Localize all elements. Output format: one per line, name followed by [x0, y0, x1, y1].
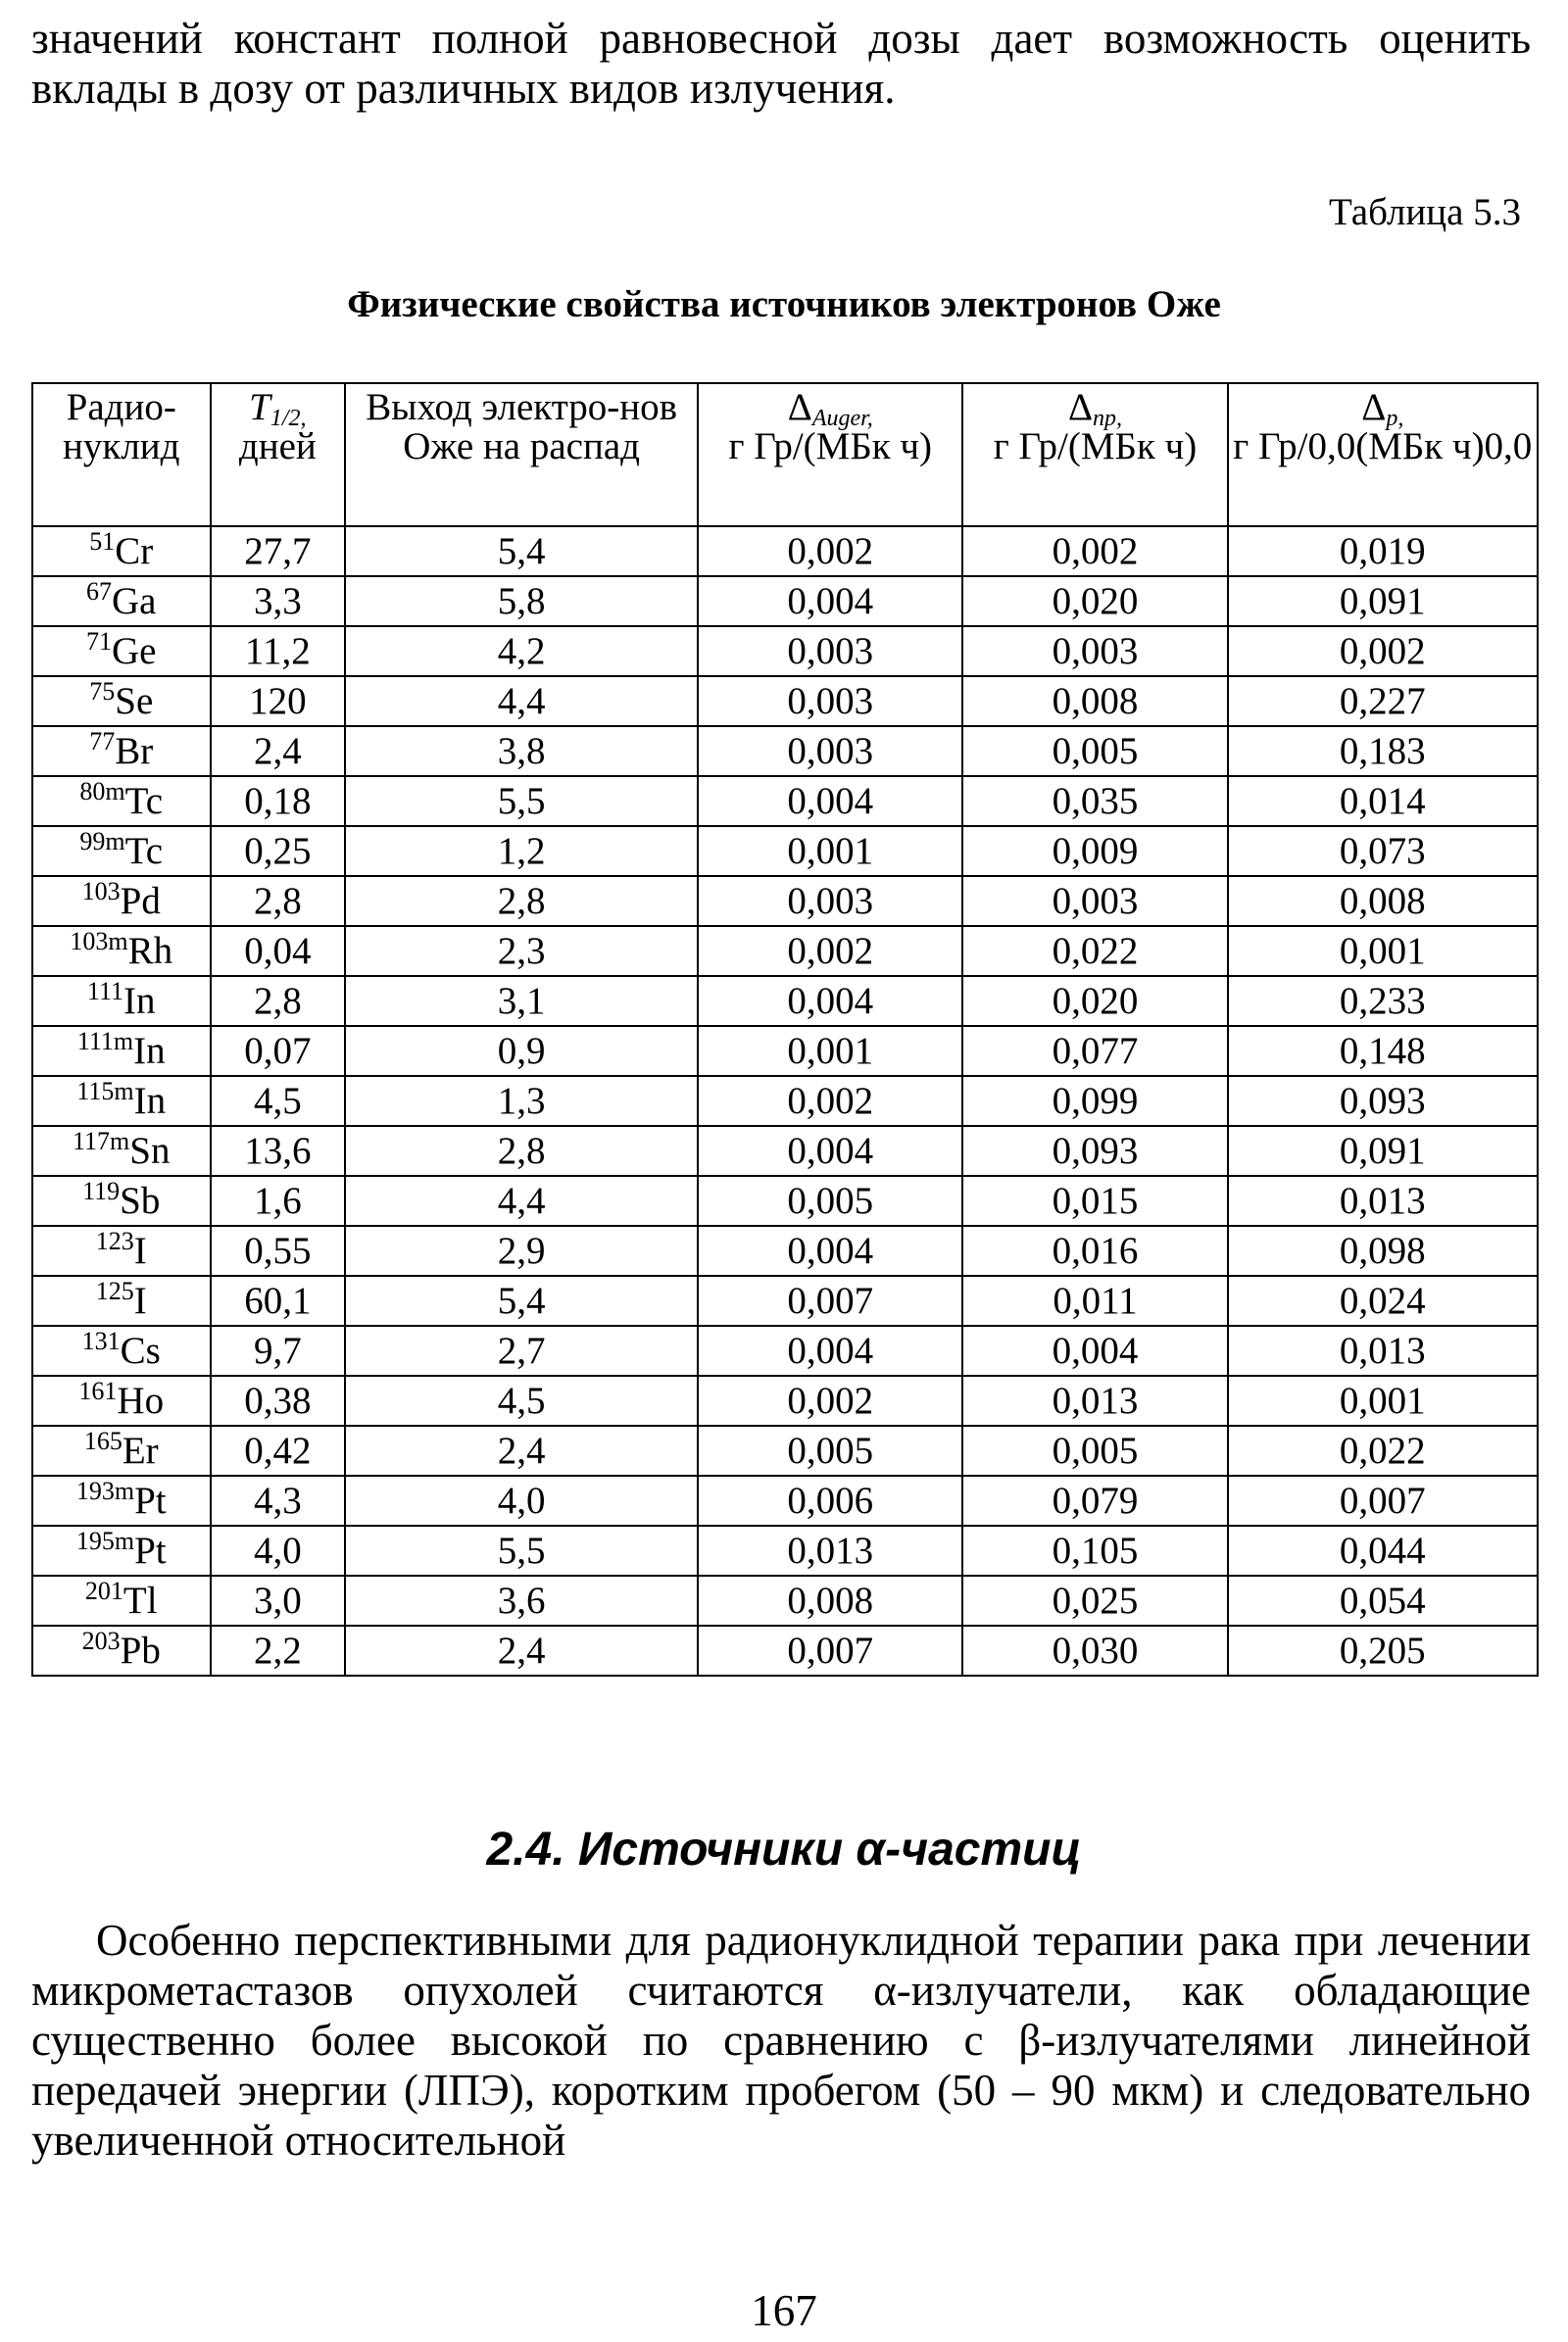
- cell-yield: 5,8: [345, 576, 698, 626]
- cell-p: 0,054: [1228, 1576, 1538, 1626]
- cell-p: 0,205: [1228, 1626, 1538, 1676]
- cell-np: 0,005: [962, 1426, 1227, 1476]
- nuclide-element: Pt: [134, 1529, 167, 1572]
- cell-p: 0,002: [1228, 626, 1538, 676]
- cell-half-life: 11,2: [211, 626, 346, 676]
- cell-np: 0,035: [962, 776, 1227, 826]
- table-row: [32, 1476, 1538, 1526]
- nuclide-mass-number: 123: [95, 1226, 134, 1255]
- nuclide-element: Rh: [127, 929, 173, 972]
- cell-p: 0,227: [1228, 676, 1538, 726]
- cell-auger: 0,004: [698, 1126, 962, 1176]
- cell-yield: 4,5: [345, 1376, 698, 1426]
- cell-radionuclide: [32, 1126, 211, 1176]
- cell-p: 0,007: [1228, 1476, 1538, 1526]
- cell-yield: 5,4: [345, 1276, 698, 1326]
- cell-half-life: 0,25: [211, 826, 346, 876]
- header-np-sub: np,: [1093, 406, 1123, 431]
- cell-np: 0,025: [962, 1576, 1227, 1626]
- cell-half-life: 0,04: [211, 926, 346, 976]
- cell-auger: 0,004: [698, 1326, 962, 1376]
- cell-radionuclide: [32, 1426, 211, 1476]
- cell-auger: 0,003: [698, 876, 962, 926]
- cell-auger: 0,003: [698, 676, 962, 726]
- nuclide-mass-number: 165: [83, 1426, 122, 1455]
- nuclide-element: In: [133, 1029, 166, 1072]
- cell-yield: 2,4: [345, 1426, 698, 1476]
- table-row: [32, 776, 1538, 826]
- section-heading: 2.4. Источники α-частиц: [486, 1824, 1082, 1876]
- table-row: [32, 676, 1538, 726]
- page-number: 167: [751, 2286, 817, 2335]
- cell-yield: 4,4: [345, 1176, 698, 1226]
- nuclide-mass-number: 103: [81, 876, 121, 905]
- nuclide-element: Sb: [120, 1179, 161, 1222]
- cell-yield: 1,2: [345, 826, 698, 876]
- cell-yield: 5,4: [345, 526, 698, 576]
- auger-sources-table: [31, 382, 1539, 1677]
- table-row: [32, 1626, 1538, 1676]
- cell-np: 0,002: [962, 526, 1227, 576]
- cell-p: 0,233: [1228, 976, 1538, 1026]
- nuclide-element: Ge: [112, 629, 157, 672]
- cell-yield: 3,1: [345, 976, 698, 1026]
- cell-radionuclide: [32, 726, 211, 776]
- cell-p: 0,091: [1228, 1126, 1538, 1176]
- cell-p: 0,022: [1228, 1426, 1538, 1476]
- cell-yield: 2,4: [345, 1626, 698, 1676]
- cell-half-life: 4,5: [211, 1076, 346, 1126]
- nuclide-mass-number: 117m: [73, 1126, 130, 1155]
- cell-yield: 2,7: [345, 1326, 698, 1376]
- table-row: [32, 926, 1538, 976]
- table-body: [32, 526, 1538, 1676]
- table-row: [32, 1426, 1538, 1476]
- intro-paragraph: значений констант полной равновесной дозы дает возможность оценить вклады в дозу от различных видов излучения.: [31, 14, 1531, 113]
- cell-radionuclide: [32, 826, 211, 876]
- cell-np: 0,016: [962, 1226, 1227, 1276]
- cell-np: 0,020: [962, 976, 1227, 1026]
- table-title: Физические свойства источников электронов Оже: [347, 283, 1221, 325]
- table-row: [32, 626, 1538, 676]
- header-auger: [698, 383, 962, 526]
- cell-radionuclide: [32, 1276, 211, 1326]
- cell-auger: 0,004: [698, 1226, 962, 1276]
- cell-radionuclide: [32, 926, 211, 976]
- table-row: [32, 1226, 1538, 1276]
- cell-half-life: 4,3: [211, 1476, 346, 1526]
- cell-auger: 0,008: [698, 1576, 962, 1626]
- header-half-life-unit: дней: [238, 425, 317, 467]
- cell-auger: 0,005: [698, 1426, 962, 1476]
- nuclide-mass-number: 125: [95, 1276, 134, 1305]
- cell-auger: 0,001: [698, 1026, 962, 1076]
- header-p-sub: p,: [1386, 406, 1404, 431]
- header-yield: Выход электро-нов Оже на распад: [345, 383, 698, 526]
- table-row: [32, 1176, 1538, 1226]
- nuclide-element: Pt: [134, 1479, 167, 1522]
- nuclide-mass-number: 103m: [70, 926, 128, 955]
- cell-yield: 5,5: [345, 776, 698, 826]
- nuclide-element: Cr: [115, 529, 154, 572]
- cell-np: 0,009: [962, 826, 1227, 876]
- cell-auger: 0,002: [698, 1376, 962, 1426]
- cell-np: 0,005: [962, 726, 1227, 776]
- nuclide-mass-number: 193m: [75, 1476, 135, 1505]
- cell-half-life: 2,8: [211, 976, 346, 1026]
- cell-yield: 0,9: [345, 1026, 698, 1076]
- cell-p: 0,073: [1228, 826, 1538, 876]
- table-row: [32, 1076, 1538, 1126]
- table-label: Таблица 5.3: [1328, 191, 1521, 233]
- cell-radionuclide: [32, 1176, 211, 1226]
- nuclide-element: Tc: [124, 779, 164, 822]
- table-header-row: [32, 383, 1538, 526]
- cell-np: 0,022: [962, 926, 1227, 976]
- table-row: [32, 1376, 1538, 1426]
- nuclide-element: I: [133, 1229, 147, 1272]
- cell-p: 0,044: [1228, 1526, 1538, 1576]
- nuclide-mass-number: 99m: [79, 826, 125, 855]
- nuclide-element: Sn: [129, 1129, 171, 1172]
- cell-np: 0,011: [962, 1276, 1227, 1326]
- cell-half-life: 0,18: [211, 776, 346, 826]
- cell-yield: 2,9: [345, 1226, 698, 1276]
- cell-auger: 0,013: [698, 1526, 962, 1576]
- cell-radionuclide: [32, 1576, 211, 1626]
- table-row: [32, 726, 1538, 776]
- cell-radionuclide: [32, 1226, 211, 1276]
- cell-radionuclide: [32, 876, 211, 926]
- header-half-life-sub: 1/2,: [270, 406, 307, 431]
- cell-auger: 0,007: [698, 1626, 962, 1676]
- nuclide-mass-number: 51: [89, 526, 116, 556]
- cell-auger: 0,001: [698, 826, 962, 876]
- cell-p: 0,001: [1228, 1376, 1538, 1426]
- cell-yield: 4,2: [345, 626, 698, 676]
- cell-np: 0,105: [962, 1526, 1227, 1576]
- cell-half-life: 4,0: [211, 1526, 346, 1576]
- header-auger-symbol: Δ: [787, 386, 812, 428]
- cell-half-life: 13,6: [211, 1126, 346, 1176]
- cell-radionuclide: [32, 626, 211, 676]
- cell-p: 0,148: [1228, 1026, 1538, 1076]
- cell-yield: 2,8: [345, 1126, 698, 1176]
- cell-radionuclide: [32, 1026, 211, 1076]
- cell-yield: 4,4: [345, 676, 698, 726]
- header-p: [1228, 383, 1538, 526]
- cell-auger: 0,003: [698, 726, 962, 776]
- cell-half-life: 3,0: [211, 1576, 346, 1626]
- table-row: [32, 1576, 1538, 1626]
- header-radionuclide: Радио-нуклид: [32, 383, 211, 526]
- cell-yield: 1,3: [345, 1076, 698, 1126]
- cell-radionuclide: [32, 576, 211, 626]
- cell-np: 0,079: [962, 1476, 1227, 1526]
- cell-p: 0,098: [1228, 1226, 1538, 1276]
- cell-p: 0,001: [1228, 926, 1538, 976]
- header-auger-sub: Auger,: [811, 406, 873, 431]
- cell-half-life: 2,2: [211, 1626, 346, 1676]
- cell-p: 0,008: [1228, 876, 1538, 926]
- cell-radionuclide: [32, 776, 211, 826]
- header-np-symbol: Δ: [1067, 386, 1094, 428]
- nuclide-element: Tl: [122, 1579, 158, 1622]
- table-row: [32, 1026, 1538, 1076]
- cell-half-life: 3,3: [211, 576, 346, 626]
- cell-p: 0,183: [1228, 726, 1538, 776]
- cell-p: 0,013: [1228, 1326, 1538, 1376]
- cell-radionuclide: [32, 1376, 211, 1426]
- cell-p: 0,093: [1228, 1076, 1538, 1126]
- cell-radionuclide: [32, 676, 211, 726]
- table-row: [32, 976, 1538, 1026]
- cell-p: 0,013: [1228, 1176, 1538, 1226]
- header-auger-unit: г Гр/(МБк ч): [728, 425, 933, 467]
- table-row: [32, 1326, 1538, 1376]
- cell-radionuclide: [32, 1076, 211, 1126]
- cell-auger: 0,004: [698, 976, 962, 1026]
- nuclide-element: I: [133, 1279, 147, 1322]
- nuclide-mass-number: 195m: [75, 1526, 135, 1555]
- nuclide-mass-number: 75: [89, 676, 116, 706]
- nuclide-element: Pb: [120, 1629, 161, 1672]
- nuclide-mass-number: 115m: [76, 1076, 134, 1105]
- cell-auger: 0,005: [698, 1176, 962, 1226]
- table-row: [32, 526, 1538, 576]
- nuclide-mass-number: 131: [81, 1326, 121, 1355]
- table-row: [32, 576, 1538, 626]
- cell-yield: 2,3: [345, 926, 698, 976]
- cell-np: 0,004: [962, 1326, 1227, 1376]
- cell-yield: 3,6: [345, 1576, 698, 1626]
- table-row: [32, 1276, 1538, 1326]
- cell-half-life: 0,55: [211, 1226, 346, 1276]
- cell-auger: 0,002: [698, 926, 962, 976]
- cell-half-life: 60,1: [211, 1276, 346, 1326]
- cell-yield: 3,8: [345, 726, 698, 776]
- nuclide-mass-number: 119: [82, 1176, 121, 1205]
- nuclide-element: Ga: [112, 579, 157, 622]
- cell-half-life: 1,6: [211, 1176, 346, 1226]
- cell-np: 0,020: [962, 576, 1227, 626]
- nuclide-element: Cs: [120, 1329, 161, 1372]
- nuclide-mass-number: 111m: [76, 1026, 134, 1055]
- nuclide-mass-number: 111: [86, 976, 124, 1005]
- nuclide-mass-number: 203: [81, 1626, 121, 1655]
- nuclide-mass-number: 71: [86, 626, 112, 656]
- cell-radionuclide: [32, 1626, 211, 1676]
- section-paragraph: Особенно перспективными для радионуклидной терапии рака при лечении микрометастазов опухолей считаются α-излучатели, как обладающие существенно более высокой по сравнению с β-излучателями линейной передачей энергии (ЛПЭ), коротким пробегом (50 – 90 мкм) и следовательно увеличенной относительной: [31, 1916, 1531, 2165]
- cell-yield: 2,8: [345, 876, 698, 926]
- cell-np: 0,099: [962, 1076, 1227, 1126]
- cell-half-life: 0,38: [211, 1376, 346, 1426]
- nuclide-mass-number: 161: [78, 1376, 118, 1405]
- cell-auger: 0,007: [698, 1276, 962, 1326]
- header-p-symbol: Δ: [1361, 386, 1387, 428]
- cell-np: 0,030: [962, 1626, 1227, 1676]
- cell-half-life: 120: [211, 676, 346, 726]
- nuclide-element: In: [133, 1079, 167, 1122]
- cell-radionuclide: [32, 1526, 211, 1576]
- cell-auger: 0,004: [698, 576, 962, 626]
- cell-yield: 4,0: [345, 1476, 698, 1526]
- cell-radionuclide: [32, 1476, 211, 1526]
- cell-np: 0,093: [962, 1126, 1227, 1176]
- nuclide-element: Er: [122, 1429, 159, 1472]
- cell-np: 0,015: [962, 1176, 1227, 1226]
- header-np-unit: г Гр/(МБк ч): [993, 425, 1198, 467]
- header-half-life-symbol: T: [249, 386, 270, 428]
- cell-auger: 0,002: [698, 526, 962, 576]
- cell-half-life: 27,7: [211, 526, 346, 576]
- cell-auger: 0,002: [698, 1076, 962, 1126]
- nuclide-element: Br: [115, 729, 154, 772]
- cell-half-life: 0,42: [211, 1426, 346, 1476]
- cell-auger: 0,004: [698, 776, 962, 826]
- header-p-unit: г Гр/0,0(МБк ч)0,0: [1233, 425, 1533, 467]
- nuclide-mass-number: 77: [89, 726, 116, 756]
- cell-half-life: 2,4: [211, 726, 346, 776]
- cell-np: 0,003: [962, 626, 1227, 676]
- cell-radionuclide: [32, 1326, 211, 1376]
- table-row: [32, 1526, 1538, 1576]
- cell-half-life: 2,8: [211, 876, 346, 926]
- cell-radionuclide: [32, 976, 211, 1026]
- cell-p: 0,091: [1228, 576, 1538, 626]
- cell-yield: 5,5: [345, 1526, 698, 1576]
- cell-auger: 0,003: [698, 626, 962, 676]
- table-row: [32, 826, 1538, 876]
- nuclide-element: Pd: [120, 879, 161, 922]
- cell-np: 0,077: [962, 1026, 1227, 1076]
- cell-radionuclide: [32, 526, 211, 576]
- cell-p: 0,019: [1228, 526, 1538, 576]
- cell-np: 0,013: [962, 1376, 1227, 1426]
- cell-np: 0,003: [962, 876, 1227, 926]
- nuclide-element: In: [123, 979, 156, 1022]
- nuclide-element: Ho: [117, 1379, 165, 1422]
- cell-np: 0,008: [962, 676, 1227, 726]
- nuclide-element: Se: [115, 679, 154, 722]
- cell-auger: 0,006: [698, 1476, 962, 1526]
- nuclide-mass-number: 201: [84, 1576, 123, 1605]
- table-row: [32, 876, 1538, 926]
- cell-half-life: 9,7: [211, 1326, 346, 1376]
- cell-p: 0,024: [1228, 1276, 1538, 1326]
- nuclide-mass-number: 80m: [79, 776, 125, 805]
- nuclide-element: Tc: [124, 829, 164, 872]
- cell-half-life: 0,07: [211, 1026, 346, 1076]
- header-np: [962, 383, 1227, 526]
- cell-p: 0,014: [1228, 776, 1538, 826]
- nuclide-mass-number: 67: [86, 576, 112, 606]
- table-row: [32, 1126, 1538, 1176]
- header-half-life: [211, 383, 346, 526]
